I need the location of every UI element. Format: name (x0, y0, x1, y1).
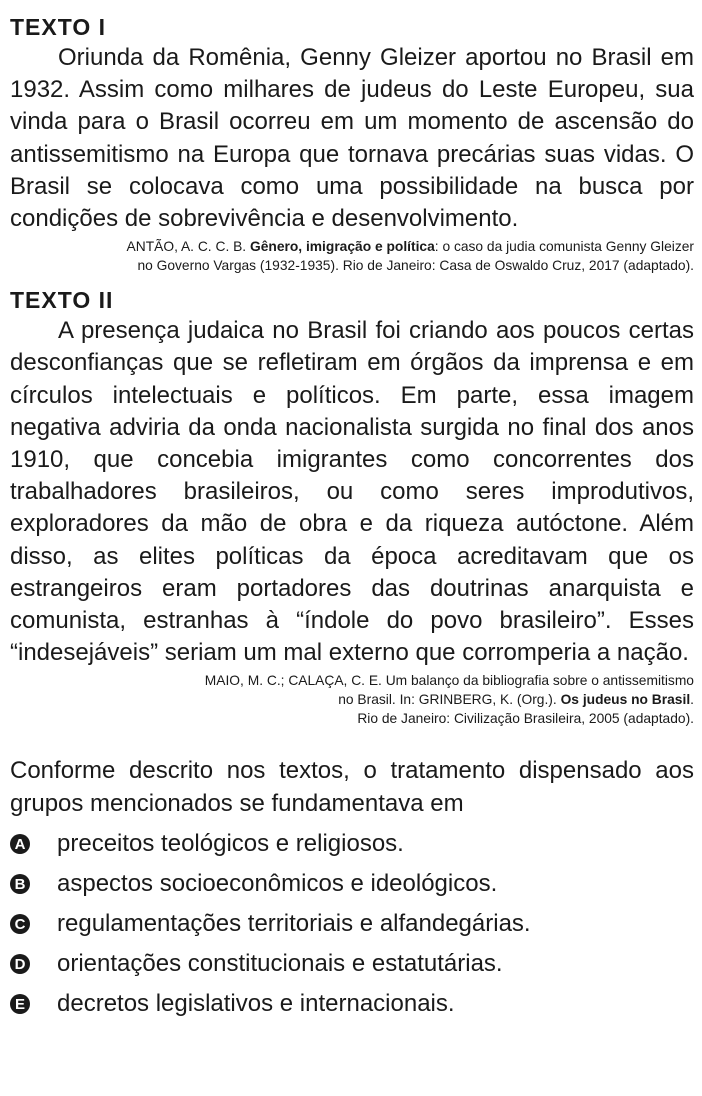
text2-paragraph: A presença judaica no Brasil foi criando aos poucos certas desconfianças que se refletiram em órgãos da imprensa e em círculos intelectuais e políticos. Em parte, essa imagem negativa adviria da onda nacionalista surgida no final dos anos 1910, que concebia imigrantes como concorrentes dos trabalhadores brasileiros, ou como seres improdutivos, exploradores da mão de obra e da riqueza autóctone. Além disso, as elites políticas da época acreditavam que os estrangeiros eram portadores das doutrinas anarquista e comunista, estranhas à “índole do povo brasileiro”. Esses “indesejáveis” seriam um mal externo que corromperia a nação. (10, 317, 694, 667)
text1-citation-line2: no Governo Vargas (1932-1935). Rio de Janeiro: Casa de Oswaldo Cruz, 2017 (adaptado). (137, 258, 694, 274)
option-e-text: decretos legislativos e internacionais. (57, 990, 455, 1018)
option-e[interactable] (10, 984, 694, 1024)
answer-options (10, 824, 694, 1024)
citation-text: : o caso da judia comunista Genny Gleizer (434, 239, 694, 255)
text2-heading: TEXTO II (10, 287, 114, 314)
option-d-badge: D (10, 954, 30, 974)
citation-text: ANTÃO, A. C. C. B. (126, 239, 250, 255)
citation-text: no Brasil. In: GRINBERG, K. (Org.). (338, 692, 561, 708)
text1-heading: TEXTO I (10, 14, 107, 40)
option-d-text: orientações constitucionais e estatutárias. (57, 950, 503, 978)
citation-text: . (690, 692, 694, 708)
exam-question (10, 12, 694, 1024)
option-a[interactable] (10, 824, 694, 864)
text2-citation-line3: Rio de Janeiro: Civilização Brasileira, 2005 (adaptado). (357, 711, 694, 727)
option-a-badge: A (10, 834, 30, 854)
option-e-badge: E (10, 994, 30, 1014)
text2-citation-line2 (10, 690, 694, 709)
option-c-text: regulamentações territoriais e alfandegárias. (57, 910, 531, 938)
text2-citation-line1: MAIO, M. C.; CALAÇA, C. E. Um balanço da bibliografia sobre o antissemitismo (204, 673, 694, 689)
citation-title: Os judeus no Brasil (560, 692, 691, 708)
option-d[interactable] (10, 944, 694, 984)
text1-paragraph: Oriunda da Romênia, Genny Gleizer aportou no Brasil em 1932. Assim como milhares de judeus do Leste Europeu, sua vinda para o Brasil ocorreu em um momento de ascensão do antissemitismo na Europa que tornava precárias suas vidas. O Brasil se colocava como uma possibilidade na busca por condições de sobrevivência e desenvolvimento. (10, 44, 694, 233)
option-a-text: preceitos teológicos e religiosos. (57, 830, 404, 858)
text1-citation-line1 (10, 237, 694, 256)
option-b-text: aspectos socioeconômicos e ideológicos. (57, 870, 498, 898)
citation-title: Gênero, imigração e política (249, 239, 435, 255)
text1-citation (10, 237, 694, 275)
option-b-badge: B (10, 874, 30, 894)
text2-citation (10, 671, 694, 728)
option-c-badge: C (10, 914, 30, 934)
option-c[interactable] (10, 904, 694, 944)
question-stem: Conforme descrito nos textos, o tratamento dispensado aos grupos mencionados se fundamentava em (10, 757, 694, 818)
option-b[interactable] (10, 864, 694, 904)
